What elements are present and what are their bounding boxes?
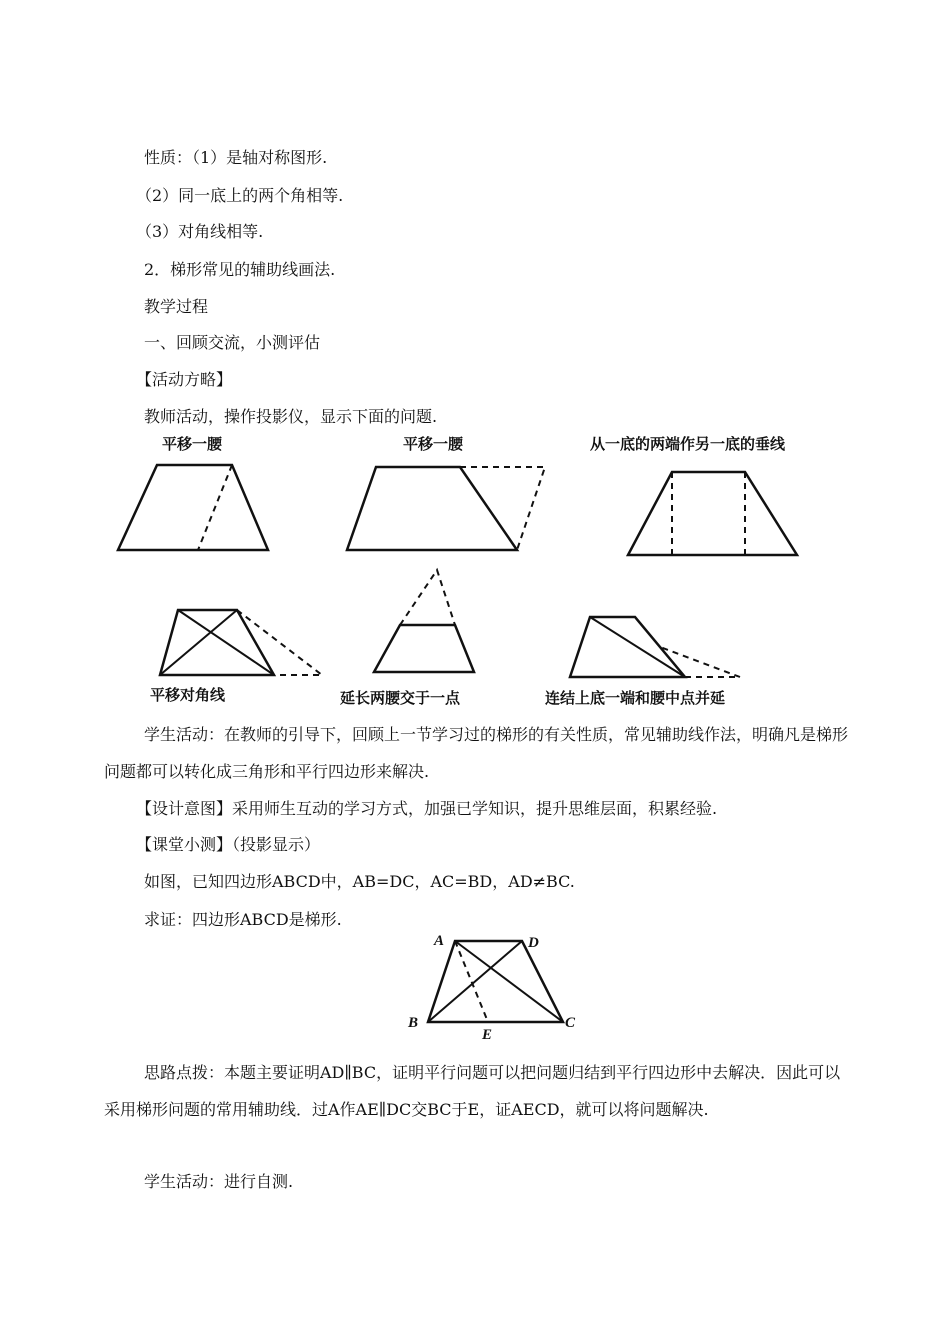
caption-extend-legs: 延长两腰交于一点	[340, 689, 461, 707]
process-title: 教学过程	[144, 297, 209, 316]
label-c: C	[565, 1015, 576, 1031]
caption-perpendiculars: 从一底的两端作另一底的垂线	[590, 435, 786, 453]
label-a: A	[434, 933, 445, 949]
property-1: 性质：（1）是轴对称图形.	[144, 148, 328, 167]
trapezoid-abcd	[428, 941, 563, 1022]
label-e: E	[482, 1027, 493, 1043]
quiz-title: 【课堂小测】（投影显示）	[136, 835, 321, 854]
property-2: （2）同一底上的两个角相等.	[136, 186, 344, 205]
caption-translate-diagonal: 平移对角线	[150, 686, 226, 704]
student-activity-2: 学生活动：进行自测.	[144, 1172, 294, 1191]
section-1-title: 一、回顾交流，小测评估	[144, 333, 321, 352]
hint-paragraph: 思路点拨：本题主要证明AD∥BC，证明平行问题可以把问题归结到平行四边形中去解决．因此可以采用梯形问题的常用辅助线．过A作AE∥DC交BC于E，证AECD，就可以将问题解决.	[104, 1063, 841, 1119]
quiz-prove: 求证：四边形ABCD是梯形.	[144, 910, 342, 929]
quiz-given: 如图，已知四边形ABCD中，AB=DC，AC=BD，AD≠BC.	[144, 872, 575, 891]
caption-translate-leg-1: 平移一腰	[162, 435, 223, 453]
design-intent: 【设计意图】采用师生互动的学习方式，加强已学知识，提升思维层面，积累经验.	[136, 799, 718, 818]
caption-translate-leg-2: 平移一腰	[403, 435, 464, 453]
teacher-activity: 教师活动，操作投影仪，显示下面的问题.	[144, 407, 438, 426]
student-activity-1: 学生活动：在教师的引导下，回顾上一节学习过的梯形的有关性质，常见辅助线作法，明确凡是梯形问题都可以转化成三角形和平行四边形来解决.	[104, 725, 849, 781]
label-d: D	[528, 935, 539, 951]
caption-connect-midpoint: 连结上底一端和腰中点并延	[545, 689, 726, 707]
label-b: B	[408, 1015, 419, 1031]
property-3: （3）对角线相等.	[136, 222, 264, 241]
aux-line-heading: 2．梯形常见的辅助线画法.	[144, 260, 336, 279]
activity-strategy: 【活动方略】	[136, 370, 233, 389]
